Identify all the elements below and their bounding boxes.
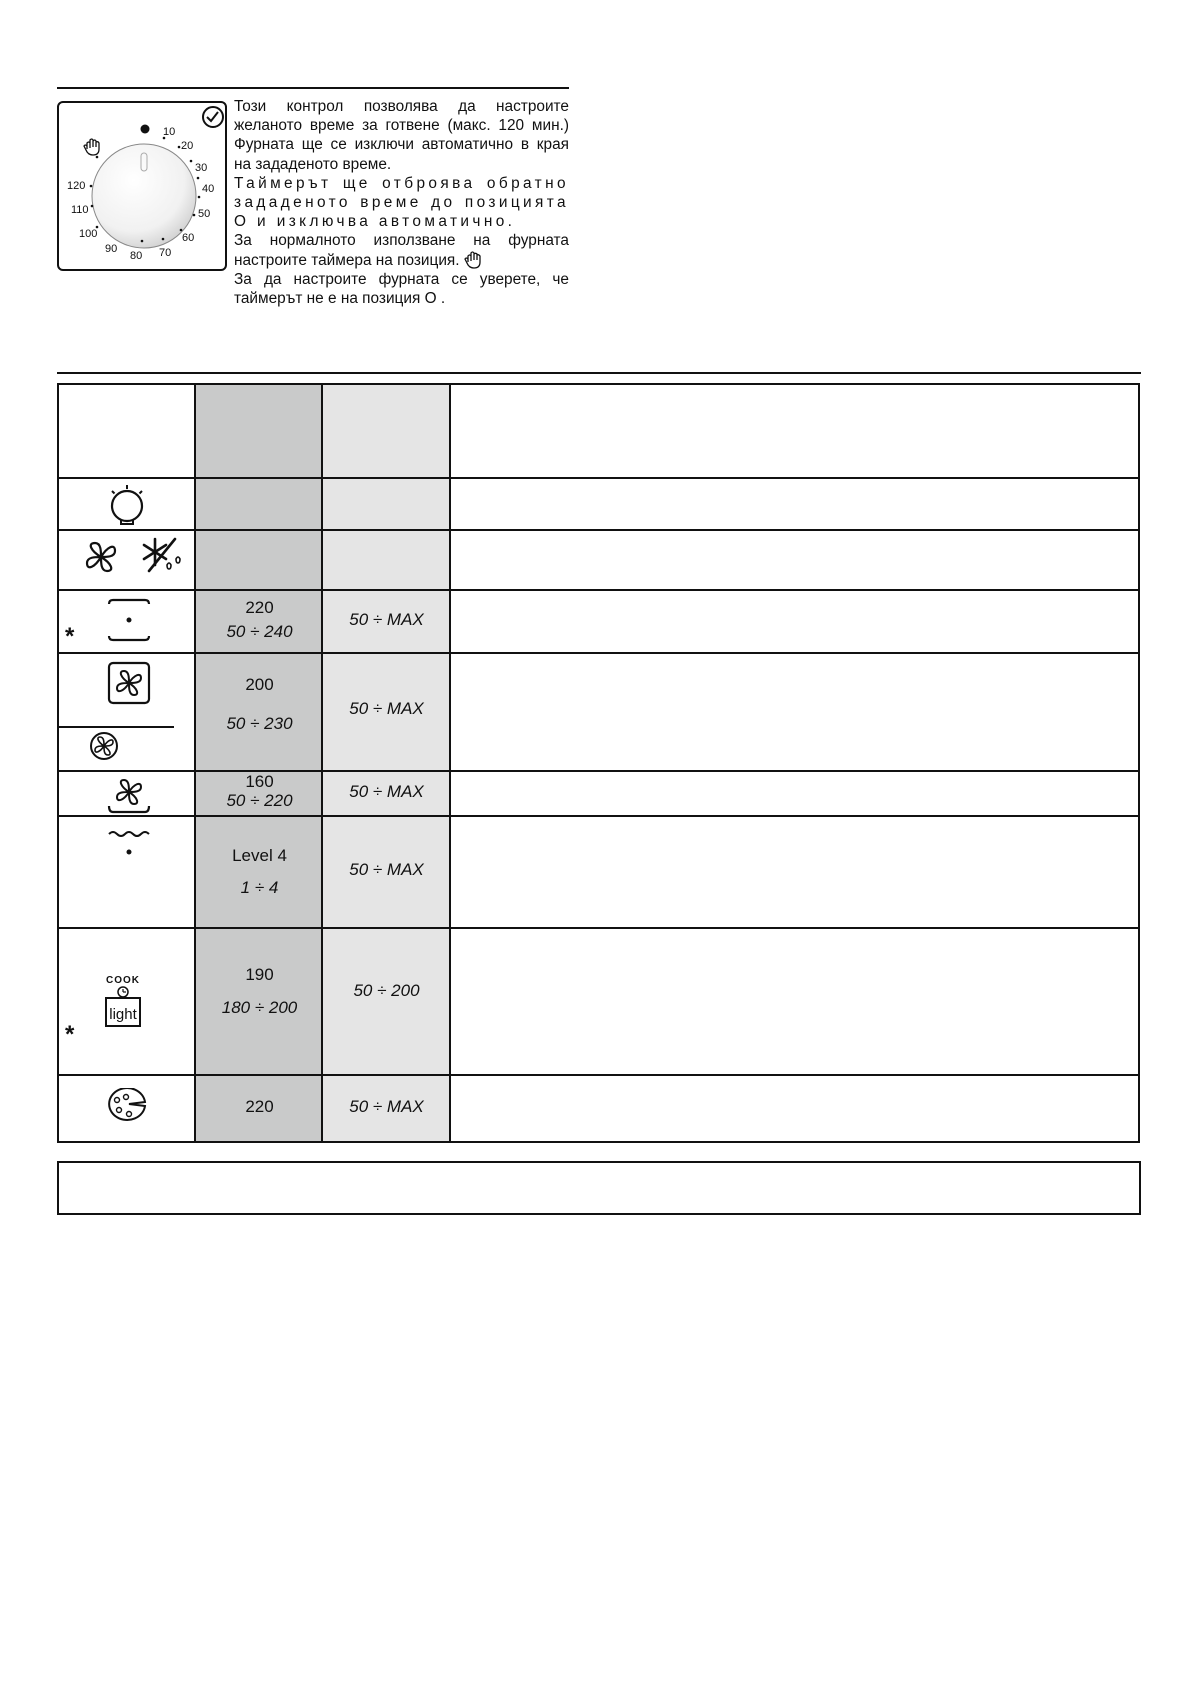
dial-label: 110 (71, 204, 89, 216)
default-temp: 200 (245, 675, 274, 694)
oven-lamp-icon (105, 484, 149, 526)
row-divider (59, 815, 1138, 817)
paragraph-3 (234, 231, 569, 269)
dial-label: 70 (159, 247, 172, 259)
dial-label: 60 (182, 232, 195, 244)
timer-dial-svg (59, 103, 225, 269)
dial-label: 90 (105, 243, 118, 255)
top-divider (57, 87, 569, 89)
note-box (57, 1161, 1141, 1215)
paragraph-2: Таймерът ще отброява обратно зададеното време до позицията О и изключва автоматично. (234, 174, 569, 231)
dial-label: 80 (130, 250, 143, 262)
conventional-icon (107, 598, 151, 642)
column-divider (194, 385, 196, 1141)
clock-icon (203, 107, 223, 127)
star-marker: * (65, 623, 75, 650)
grill-range: 50 ÷ 200 (353, 981, 420, 1000)
dial-label: 10 (163, 126, 176, 138)
grill-range: 50 ÷ MAX (349, 782, 424, 801)
defrost-icon (141, 535, 183, 577)
row-divider (59, 1074, 1138, 1076)
zero-marker (141, 125, 150, 134)
dial-label: 120 (67, 180, 86, 192)
row-divider (59, 589, 1138, 591)
timer-dial-illustration (57, 101, 227, 271)
default-temp: 190 (245, 965, 274, 984)
dial-label: 50 (198, 208, 211, 220)
grill-range: 50 ÷ MAX (349, 699, 424, 718)
column-divider (321, 385, 323, 1141)
temp-range: 50 ÷ 230 (226, 714, 293, 733)
grill-range: 50 ÷ MAX (349, 610, 424, 629)
knob (92, 144, 196, 248)
star-marker: * (65, 1021, 75, 1048)
pizza-icon (105, 1088, 149, 1124)
fan-icon (83, 539, 119, 575)
grill-range: 50 ÷ MAX (349, 860, 424, 879)
row-divider (59, 652, 1138, 654)
dial-label: 40 (202, 183, 215, 195)
default-temp: 220 (245, 598, 274, 617)
fan-forced-icon (107, 661, 151, 705)
paragraph-4: За да настроите фурната се уверете, че таймерът не е на позиция О . (234, 270, 569, 308)
default-temp-column (196, 385, 323, 1141)
dial-label: 30 (195, 162, 208, 174)
temp-range: 50 ÷ 240 (226, 622, 293, 641)
dial-label: 20 (181, 140, 194, 152)
cook-label: COOK (106, 975, 140, 986)
light-label: light (109, 1006, 137, 1023)
table-divider (57, 372, 1141, 374)
grill-range-column (323, 385, 450, 1141)
hand-icon (464, 251, 482, 269)
row-divider (59, 927, 1138, 929)
default-temp: 160 (245, 772, 274, 791)
fan-bottom-icon (107, 774, 151, 814)
default-temp: Level 4 (232, 846, 287, 865)
temp-range: 50 ÷ 220 (226, 791, 293, 810)
grill-range: 50 ÷ MAX (349, 1097, 424, 1116)
oven-functions-table (57, 383, 1140, 1143)
paragraph-1: Този контрол позволява да настроите желаното време за готвене (макс. 120 мин.) Фурната ще се изключи автоматично в края на зададеното време. (234, 98, 569, 173)
grill-icon (107, 828, 151, 858)
row-divider (59, 477, 1138, 479)
temp-range: 1 ÷ 4 (240, 878, 279, 897)
fan-ring-icon (89, 731, 119, 761)
column-divider (449, 385, 451, 1141)
temp-range: 180 ÷ 200 (221, 998, 298, 1017)
hand-icon (84, 139, 99, 155)
cook-light-icon (101, 975, 145, 1031)
dial-label: 100 (79, 228, 98, 240)
timer-description (234, 97, 569, 308)
paragraph-3-text: За нормалното използване на фурната настроите таймера на позиция. (234, 232, 569, 269)
default-temp: 220 (245, 1097, 274, 1116)
row-subdivider (59, 726, 174, 728)
row-divider (59, 529, 1138, 531)
